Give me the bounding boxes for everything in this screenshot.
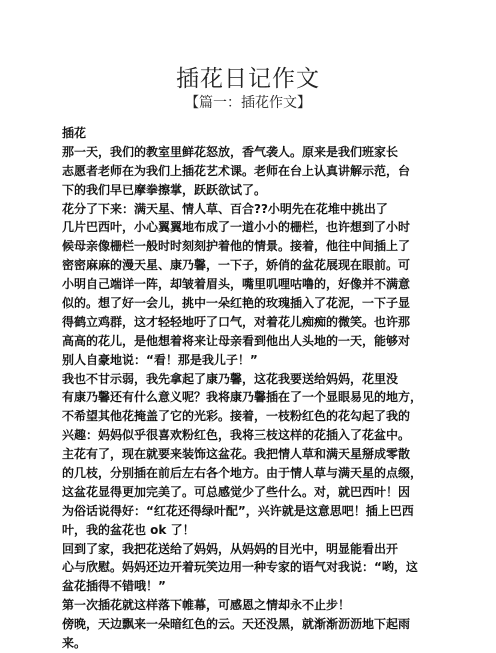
body-text-line: 心与欣慰。妈妈还边开着玩笑边用一种专家的语气对我说：“哟，这: [62, 560, 418, 575]
body-text-line: 盆花插得不错哦！”: [62, 579, 166, 594]
body-text-line: 那一天，我们的教室里鲜花怒放，香气袭人。原来是我们班家长: [62, 144, 399, 159]
body-text-line: 高高的花儿，是他想着将来让母亲看到他出人头地的一天，能够对: [62, 333, 411, 348]
body-text-line: 得鹤立鸡群，这才轻轻地吁了口气，对着花儿痴痴的微笑。也许那: [62, 314, 411, 329]
body-text-line: 几片巴西叶，小心翼翼地布成了一道小小的栅栏，也许想到了小时: [62, 220, 411, 235]
body-text-line: 回到了家，我把花送给了妈妈，从妈妈的目光中，明显能看出开: [62, 541, 399, 556]
body-text-line: 插花: [62, 126, 87, 140]
body-text-line: 叶，我的盆花也 ok 了！: [62, 522, 195, 537]
body-text-line: 花分了下来：满天星、情人草、百合??小明先在花堆中挑出了: [62, 201, 388, 216]
body-text-line: 小明自己端详一阵，却皱着眉头，嘴里叽哩咕噜的，好像并不满意: [62, 277, 411, 292]
body-text-line: 主花有了，现在就要来装饰这盆花。我把情人草和满天星掰成零散: [62, 447, 411, 462]
document-body: [62, 124, 438, 653]
body-text-line: 密密麻麻的漫天星、康乃馨，一下子，娇俏的盆花展现在眼前。可: [62, 258, 411, 273]
body-text-line: 下的我们早已摩拳擦掌，跃跃欲试了。: [62, 182, 267, 197]
body-text-line: 的几枝，分别插在前后左右各个地方。由于情人草与满天星的点缀，: [62, 466, 423, 481]
body-text-line: 志愿者老师在为我们上插花艺术课。老师在台上认真讲解示范，台: [62, 163, 411, 178]
document-subtitle: 【篇一：插花作文】: [185, 95, 311, 111]
body-text-line: 这盆花显得更加完美了。可总感觉少了些什么。对，就巴西叶！因: [62, 484, 411, 499]
body-text-line: 为俗话说得好：“红花还得绿叶配”，兴许就是这意思吧！插上巴西: [62, 503, 414, 518]
body-text-line: 别人自豪地说：“看！那是我儿子！”: [62, 352, 258, 367]
body-text-line: 不希望其他花掩盖了它的光彩。接着，一枝粉红色的花勾起了我的: [62, 409, 411, 424]
body-text-line: 有康乃馨还有什么意义呢？我将康乃馨插在了一个显眼易见的地方，: [62, 390, 423, 405]
document-title: 插花日记作文: [176, 66, 320, 92]
body-text-line: 我也不甘示弱，我先拿起了康乃馨，这花我要送给妈妈，花里没: [62, 371, 399, 386]
body-text-line: 傍晚，天边飘来一朵暗红色的云。天还没黑，就渐渐沥沥地下起雨: [62, 617, 411, 632]
body-text-line: 第一次插花就这样落下帷幕，可感恩之情却永不止步！: [62, 598, 351, 613]
body-text-line: 兴趣：妈妈似乎很喜欢粉红色，我将三枝这样的花插入了花盆中。: [62, 428, 411, 443]
body-text-line: 候母亲像栅栏一般时时刻刻护着他的情景。接着，他往中间插上了: [62, 239, 411, 254]
body-text-line: 似的。想了好一会儿，挑中一朵红艳的玫瑰插入了花泥，一下子显: [62, 296, 411, 311]
body-text-line: 来。: [62, 636, 87, 651]
